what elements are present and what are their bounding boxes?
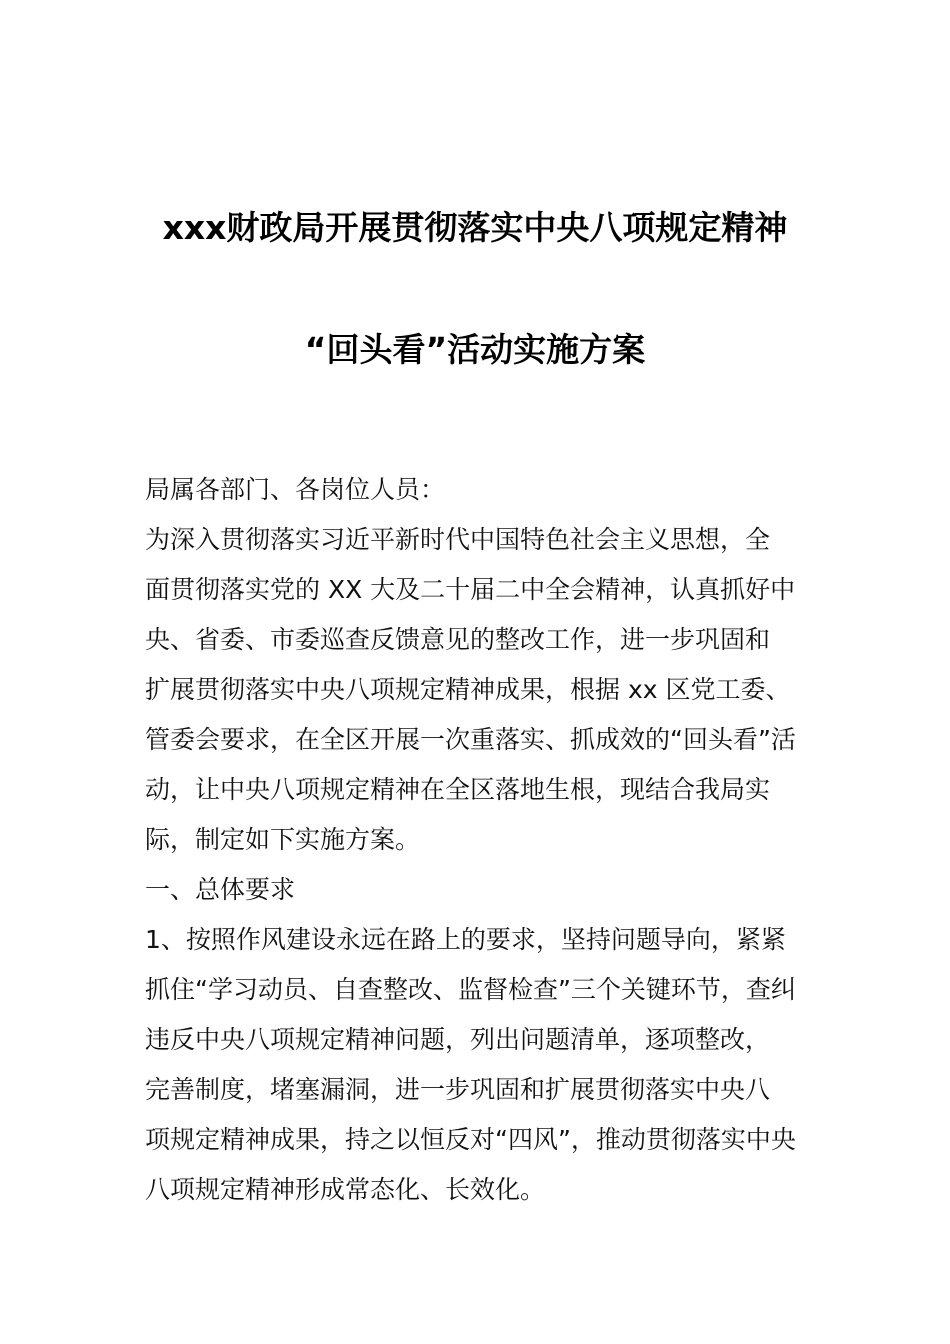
paragraph-line: 八项规定精神形成常态化、长效化。: [145, 1175, 546, 1204]
paragraph-line: 面贯彻落实党的 XX 大及二十届二中全会精神，认真抓好中: [145, 575, 796, 604]
paragraph-line: 管委会要求，在全区开展一次重落实、抓成效的“回头看”活: [145, 725, 796, 754]
paragraph-line: 央、省委、市委巡查反馈意见的整改工作，进一步巩固和: [145, 625, 771, 654]
document-body: [145, 465, 810, 1215]
paragraph-line: 1、按照作风建设永远在路上的要求，坚持问题导向，紧紧: [145, 925, 786, 954]
paragraph-line: 扩展贯彻落实中央八项规定精神成果，根据 xx 区党工委、: [145, 675, 791, 704]
paragraph-line: 际，制定如下实施方案。: [145, 825, 421, 854]
paragraph-line: 完善制度，堵塞漏洞，进一步巩固和扩展贯彻落实中央八: [145, 1075, 771, 1104]
document-title-line-2: “回头看”活动实施方案: [304, 330, 646, 369]
paragraph-line: 为深入贯彻落实习近平新时代中国特色社会主义思想，全: [145, 525, 771, 554]
salutation: 局属各部门、各岗位人员：: [145, 475, 446, 504]
document-title-line-1: xxx财政局开展贯彻落实中央八项规定精神: [162, 208, 788, 247]
section-heading: 一、总体要求: [145, 875, 296, 904]
paragraph-line: 抓住“学习动员、自查整改、监督检查”三个关键环节，查纠: [145, 975, 796, 1004]
paragraph-line: 违反中央八项规定精神问题，列出问题清单，逐项整改，: [145, 1025, 771, 1054]
paragraph-line: 动，让中央八项规定精神在全区落地生根，现结合我局实: [145, 775, 771, 804]
paragraph-line: 项规定精神成果，持之以恒反对“四风”，推动贯彻落实中央: [145, 1125, 796, 1154]
